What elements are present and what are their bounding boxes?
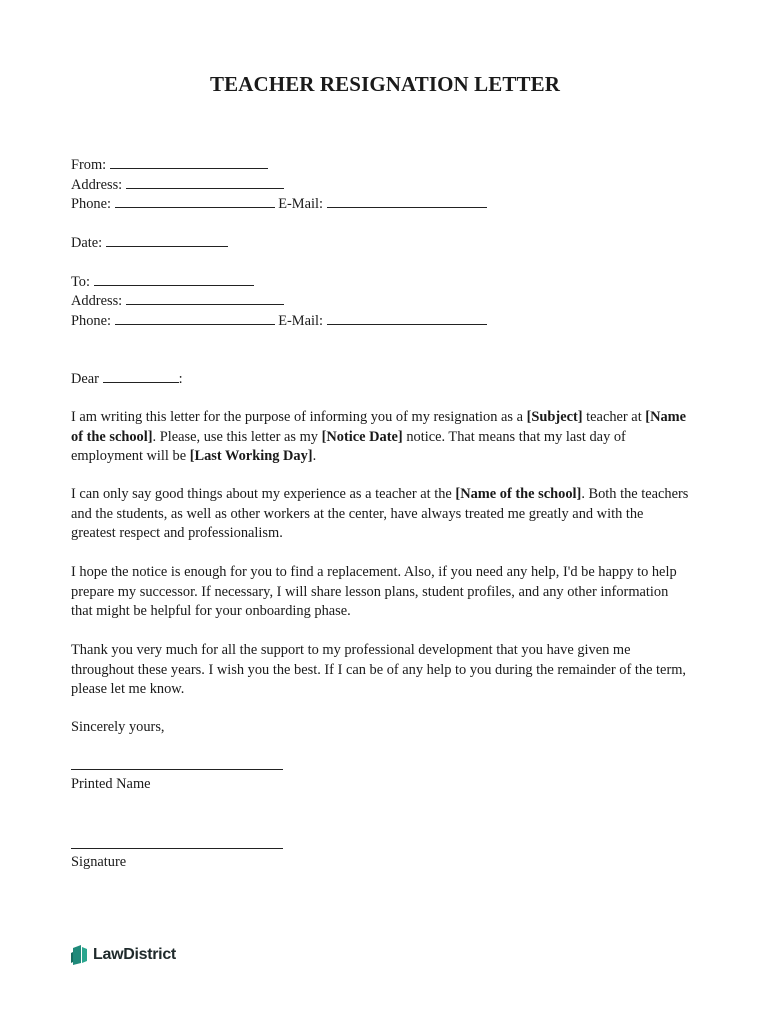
sender-phone-line xyxy=(71,194,487,215)
sender-phone-blank xyxy=(115,194,275,208)
dear-blank xyxy=(103,369,179,383)
p1-text-2: teacher at xyxy=(582,409,646,425)
p2-text-2: . Both the teachers and the students, as well as other workers at the center, have always treated me greatly and with the greatest respect and professionalism. xyxy=(71,486,689,541)
sender-address-line xyxy=(71,175,284,196)
sender-email-label: E-Mail: xyxy=(278,196,323,212)
sender-address-blank xyxy=(126,175,284,189)
p1-school-placeholder: [Name of the school] xyxy=(71,409,687,445)
p1-text-1: I am writing this letter for the purpose of informing you of my resignation as a xyxy=(71,409,527,425)
p1-notice-date-placeholder: [Notice Date] xyxy=(321,428,403,445)
date-label: Date: xyxy=(71,235,103,251)
date-blank xyxy=(106,233,228,247)
from-blank xyxy=(110,155,268,169)
brand-name: LawDistrict xyxy=(93,946,176,963)
dear-colon: : xyxy=(178,371,183,387)
to-blank xyxy=(94,272,254,286)
p1-text-5: . xyxy=(312,448,317,464)
sender-email-blank xyxy=(327,194,487,208)
recipient-email-label: E-Mail: xyxy=(278,313,323,329)
law-district-logo xyxy=(70,944,176,966)
p1-subject-placeholder: [Subject] xyxy=(526,409,583,425)
from-line xyxy=(71,155,268,176)
sender-address-label: Address: xyxy=(71,177,123,193)
to-line xyxy=(71,272,254,293)
p1-text-3: . Please, use this letter as my xyxy=(152,428,322,445)
document-title: TEACHER RESIGNATION LETTER xyxy=(210,72,560,96)
p2-text-1: I can only say good things about my experience as a teacher at the xyxy=(71,486,456,502)
p2-school-placeholder: [Name of the school] xyxy=(455,486,582,502)
p1-text-4: notice. That means that my last day of employment will be xyxy=(71,428,626,464)
printed-name-label: Printed Name xyxy=(71,776,151,792)
law-district-logo-icon xyxy=(70,944,90,966)
recipient-phone-line xyxy=(71,311,487,332)
recipient-address-blank xyxy=(126,291,284,305)
closing: Sincerely yours, xyxy=(71,719,165,735)
salutation-line xyxy=(71,369,183,390)
p1-last-day-placeholder: [Last Working Day] xyxy=(189,448,313,464)
recipient-phone-blank xyxy=(115,311,275,325)
paragraph-4: Thank you very much for all the support to my professional development that you have given me throughout these years. I wish you the best. If I can be of any help to you during the remainder of the term, please let me know. xyxy=(71,642,687,697)
signature-label: Signature xyxy=(71,854,127,870)
recipient-email-blank xyxy=(327,311,487,325)
paragraph-2 xyxy=(71,485,691,544)
to-label: To: xyxy=(71,274,90,290)
from-label: From: xyxy=(71,157,107,173)
dear-label: Dear xyxy=(71,371,99,387)
signature-line xyxy=(71,848,283,849)
paragraph-1 xyxy=(71,408,691,467)
printed-name-line xyxy=(71,769,283,770)
recipient-phone-label: Phone: xyxy=(71,313,111,329)
sender-phone-label: Phone: xyxy=(71,196,111,212)
paragraph-3: I hope the notice is enough for you to find a replacement. Also, if you need any help, I'd be happy to help prepare my successor. If necessary, I will share lesson plans, student profiles, and any other information that might be helpful for your onboarding phase. xyxy=(71,564,677,619)
recipient-address-line xyxy=(71,291,284,312)
recipient-address-label: Address: xyxy=(71,293,123,309)
date-line xyxy=(71,233,228,254)
